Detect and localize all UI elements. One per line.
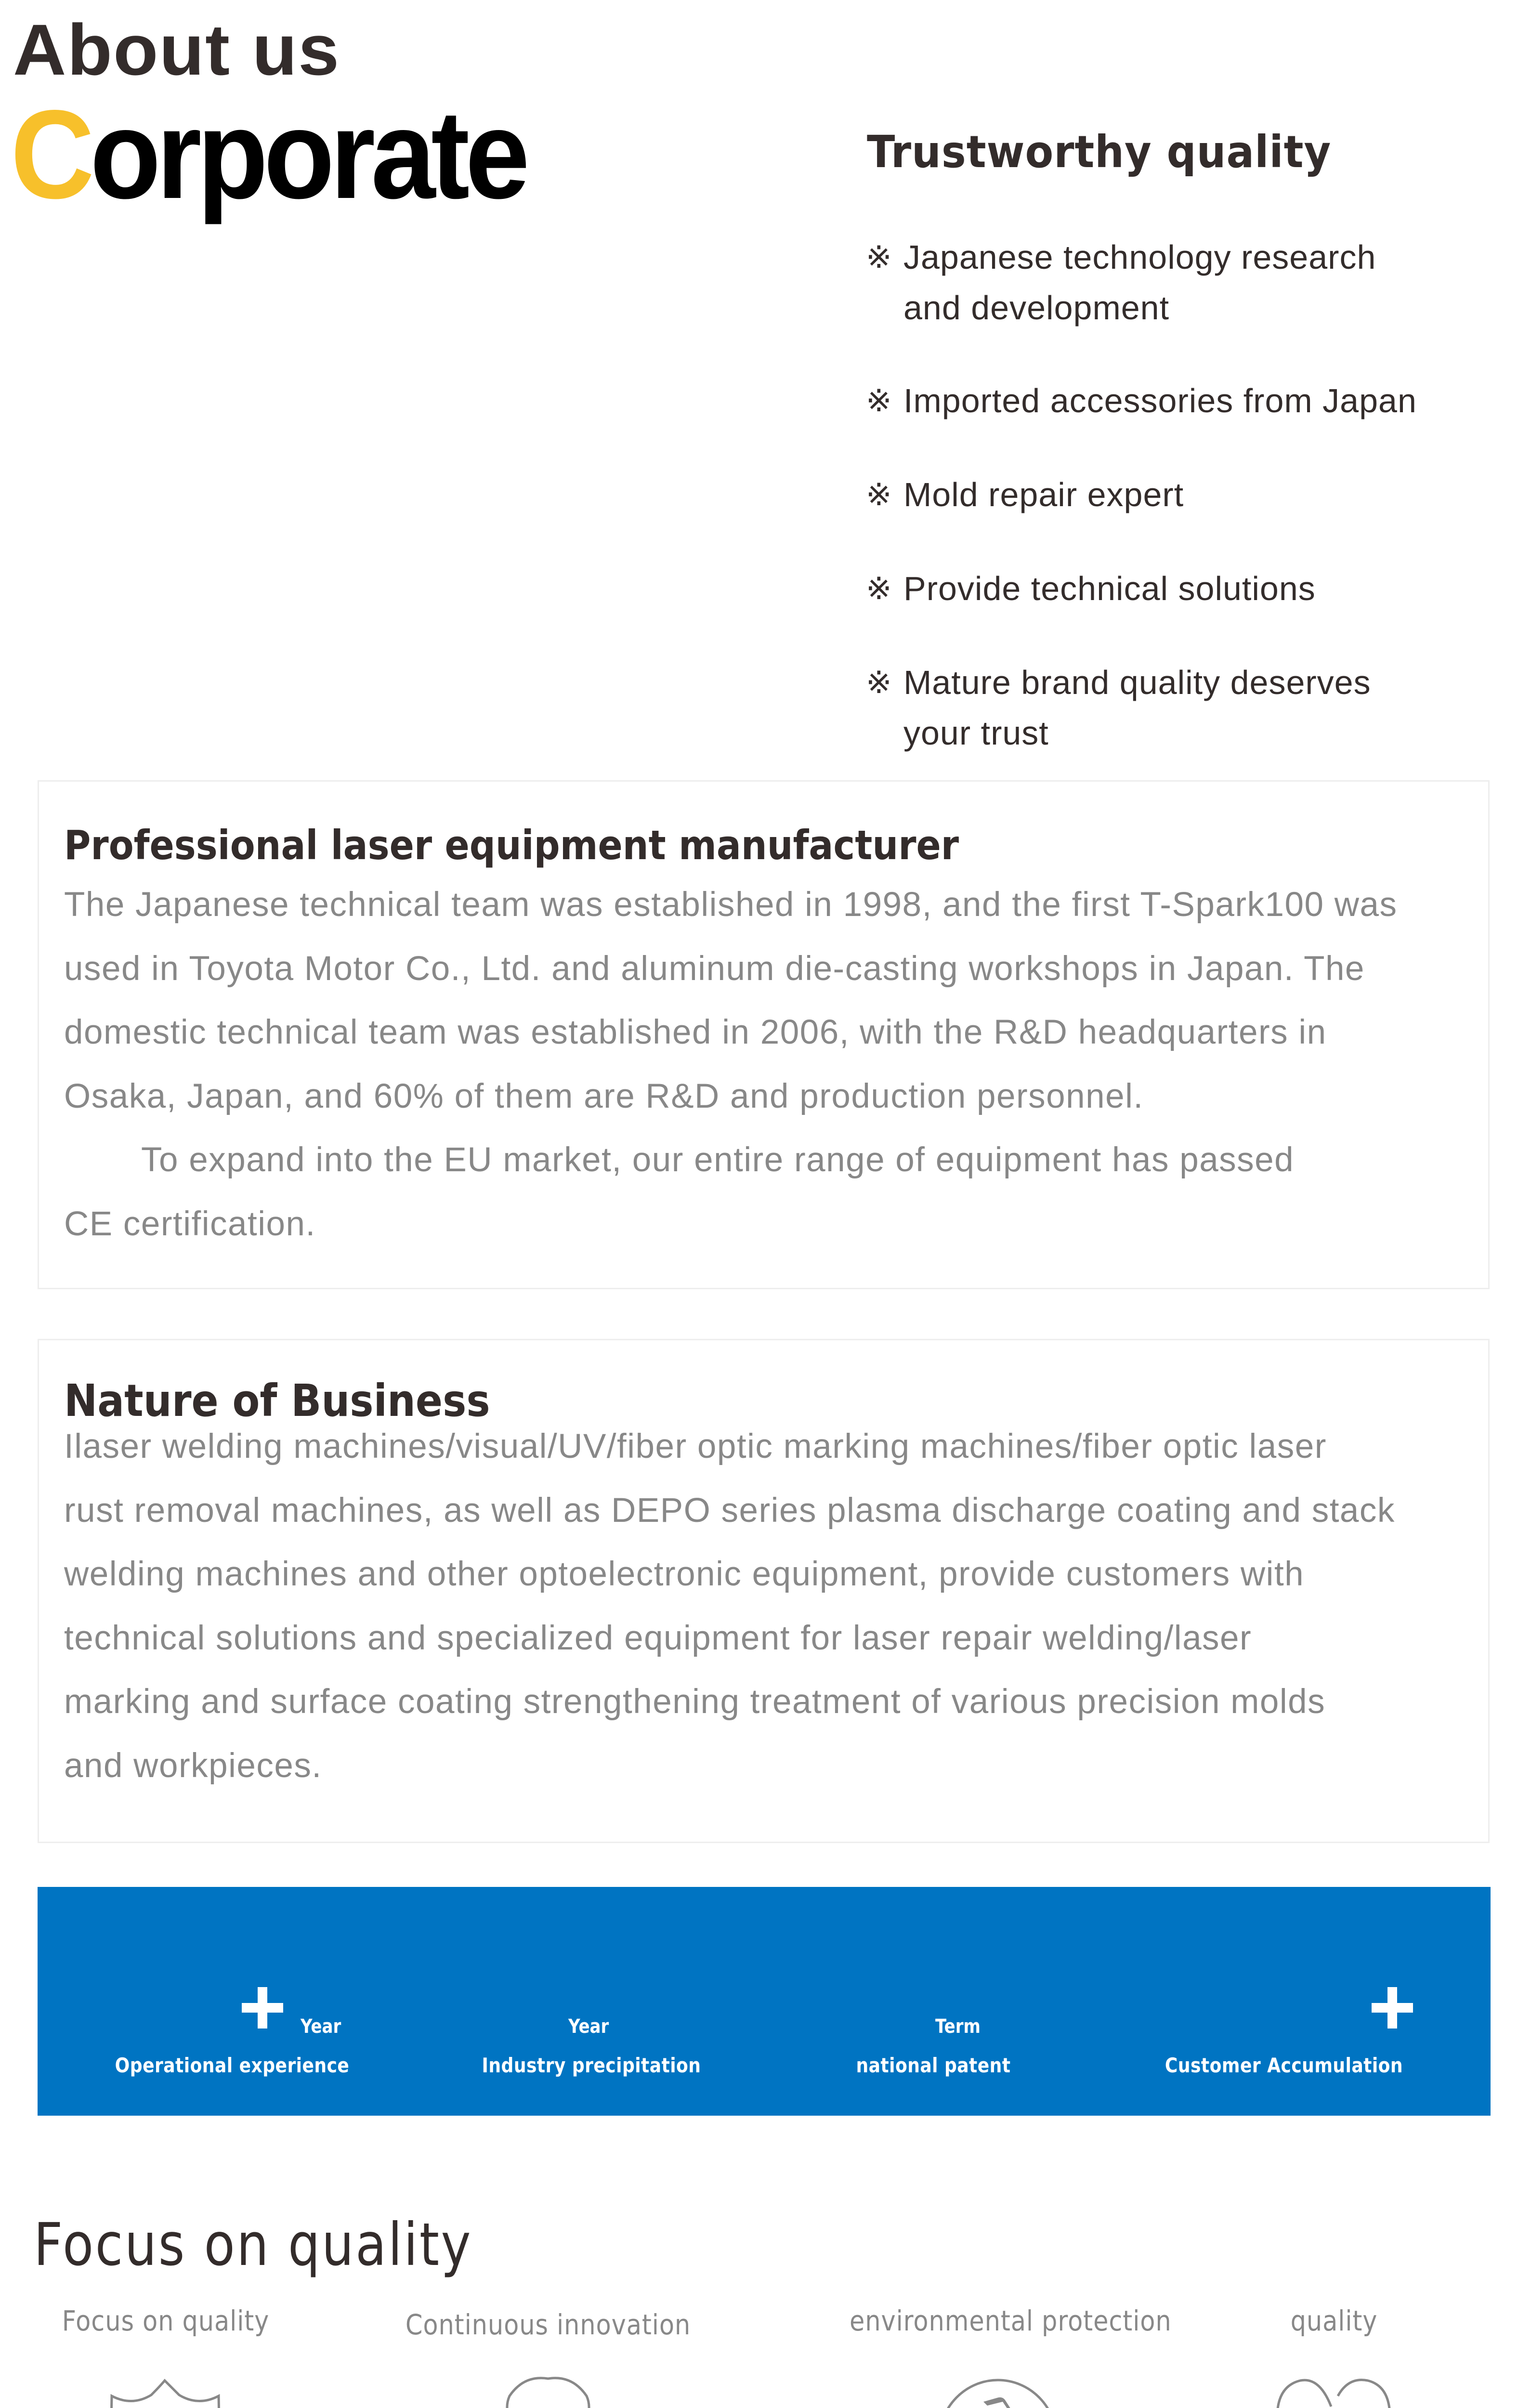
plus-icon xyxy=(1372,1987,1413,2028)
reference-mark-icon: ※ xyxy=(866,240,892,275)
body-line: Ilaser welding machines/visual/UV/fiber optic marking machines/fiber optic laser xyxy=(64,1427,1327,1466)
brand-rest: orporate xyxy=(90,84,525,225)
trust-item xyxy=(866,232,1511,333)
body-line: To expand into the EU market, our entire range of equipment has passed xyxy=(141,1141,1295,1179)
trust-item-text: Mature brand quality deserves xyxy=(903,664,1371,701)
body-line: technical solutions and specialized equipment for laser repair welding/laser xyxy=(64,1619,1252,1657)
trust-list xyxy=(866,232,1511,759)
reference-mark-icon: ※ xyxy=(866,477,892,512)
page-title: About us xyxy=(13,9,340,90)
stat-operational-experience xyxy=(59,1887,406,2116)
feature-environmental-protection xyxy=(829,2304,1172,2337)
body-line: welding machines and other optoelectronic equipment, provide customers with xyxy=(64,1555,1305,1593)
trust-item xyxy=(866,376,1511,426)
manufacturer-card xyxy=(38,780,1490,1289)
feature-heading: Focus on quality xyxy=(62,2304,270,2337)
body-line: domestic technical team was established in 2006, with the R&D headquarters in xyxy=(64,1013,1327,1051)
trust-item-text: and development xyxy=(903,289,1170,327)
body-line: The Japanese technical team was established in 1998, and the first T-Spark100 was xyxy=(64,886,1398,924)
stat-customer-accumulation xyxy=(1111,1887,1457,2116)
brand-first-letter: C xyxy=(11,84,90,225)
stat-label: Operational experience xyxy=(115,2054,350,2077)
feature-heading: Continuous innovation xyxy=(405,2308,691,2341)
plus-icon xyxy=(242,1987,283,2028)
trust-item-text: Japanese technology research xyxy=(903,238,1376,276)
manufacturer-body xyxy=(64,873,1475,1256)
body-line: and workpieces. xyxy=(64,1746,322,1785)
business-body xyxy=(64,1415,1475,1798)
trust-item-text: your trust xyxy=(903,714,1049,752)
reference-mark-icon: ※ xyxy=(866,665,892,700)
stat-unit: Year xyxy=(568,2015,609,2038)
heart-icon xyxy=(1271,2377,1397,2408)
feature-focus-on-quality xyxy=(0,2304,334,2337)
body-line: rust removal machines, as well as DEPO series plasma discharge coating and stack xyxy=(64,1491,1395,1530)
business-title: Nature of Business xyxy=(64,1375,490,1426)
trust-title: Trustworthy quality xyxy=(867,126,1332,178)
stats-banner xyxy=(38,1887,1491,2116)
body-line: used in Toyota Motor Co., Ltd. and aluminum die-casting workshops in Japan. The xyxy=(64,949,1365,988)
trust-item xyxy=(866,563,1511,614)
business-card xyxy=(38,1339,1490,1843)
feature-heading: quality xyxy=(1290,2304,1378,2337)
body-line: marking and surface coating strengthening treatment of various precision molds xyxy=(64,1683,1326,1721)
shield-quality-icon xyxy=(103,2377,228,2408)
trust-item-text: Provide technical solutions xyxy=(903,570,1316,607)
stat-unit: Term xyxy=(935,2015,981,2038)
stat-industry-precipitation xyxy=(418,1887,765,2116)
body-line: CE certification. xyxy=(64,1204,316,1243)
brand-heading xyxy=(11,84,525,225)
reference-mark-icon: ※ xyxy=(866,383,892,418)
lightbulb-icon xyxy=(485,2377,611,2408)
feature-heading: environmental protection xyxy=(850,2304,1172,2337)
stat-national-patent xyxy=(760,1887,1107,2116)
stat-unit: Year xyxy=(301,2015,341,2038)
feature-quality xyxy=(1165,2304,1503,2337)
trust-item-text: Mold repair expert xyxy=(903,476,1184,513)
focus-title: Focus on quality xyxy=(34,2211,473,2279)
recycle-icon xyxy=(935,2377,1060,2408)
stat-label: Industry precipitation xyxy=(482,2054,701,2077)
trust-item-text: Imported accessories from Japan xyxy=(903,382,1417,419)
trust-item xyxy=(866,470,1511,520)
manufacturer-title: Professional laser equipment manufacturer xyxy=(64,822,959,869)
trust-item xyxy=(866,657,1511,759)
reference-mark-icon: ※ xyxy=(866,571,892,606)
stat-label: Customer Accumulation xyxy=(1165,2054,1403,2077)
feature-continuous-innovation xyxy=(380,2307,717,2339)
body-line: Osaka, Japan, and 60% of them are R&D and production personnel. xyxy=(64,1077,1144,1115)
stat-label: national patent xyxy=(856,2054,1011,2077)
